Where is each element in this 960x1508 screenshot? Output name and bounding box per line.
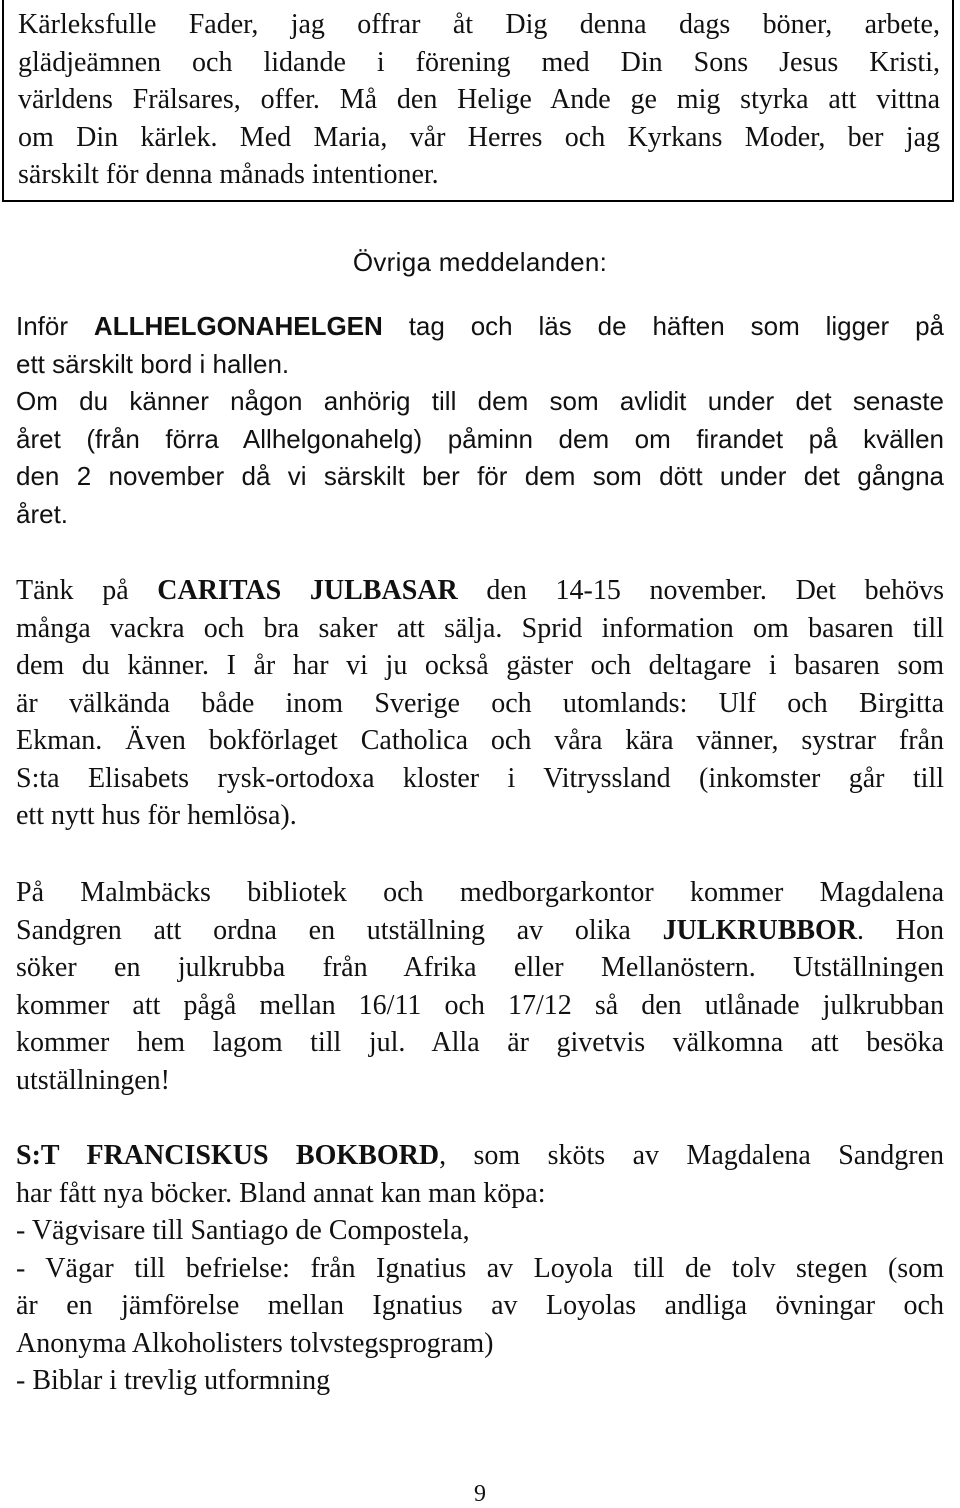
paragraph-line: söker en julkrubba från Afrika eller Mellanöstern. Utställningen (16, 952, 944, 983)
page-number: 9 (474, 1481, 486, 1507)
julkrubbor-paragraph (16, 874, 944, 1099)
allhelgona-paragraph (16, 308, 944, 383)
prayer-box (2, 0, 954, 202)
prayer-line: Kärleksfulle Fader, jag offrar åt Dig denna dags böner, arbete, (18, 9, 940, 40)
paragraph-line: Tänk på CARITAS JULBASAR den 14-15 november. Det behövs (16, 575, 944, 606)
paragraph-line: har fått nya böcker. Bland annat kan man köpa: (16, 1177, 546, 1209)
paragraph-line: året (från förra Allhelgonahelg) påminn dem om firandet på kvällen (16, 423, 944, 454)
paragraph-line: är välkända både inom Sverige och utomlands: Ulf och Birgitta (16, 687, 944, 719)
paragraph-line: ett särskilt bord i hallen. (16, 348, 290, 379)
paragraph-line: Om du känner någon anhörig till dem som avlidit under det senaste (16, 386, 944, 416)
list-item: - Vägvisare till Santiago de Compostela, (16, 1215, 470, 1246)
list-item: Anonyma Alkoholisters tolvstegsprogram) (16, 1327, 494, 1359)
paragraph-line: Ekman. Även bokförlaget Catholica och våra kära vänner, systrar från (16, 725, 944, 756)
paragraph-line: S:ta Elisabets rysk-ortodoxa kloster i Vitryssland (inkomster går till (16, 762, 944, 794)
paragraph-line: många vackra och bra saker att sälja. Sprid information om basaren till (16, 612, 944, 644)
prayer-line: särskilt för denna månads intentioner. (18, 159, 439, 190)
list-item: - Vägar till befrielse: från Ignatius av Loyola till de tolv stegen (som (16, 1252, 944, 1284)
paragraph-line: På Malmbäcks bibliotek och medborgarkontor kommer Magdalena (16, 877, 944, 908)
paragraph-line: året. (16, 498, 69, 529)
paragraph-line: den 2 november då vi särskilt ber för dem som dött under det gångna (16, 461, 944, 491)
paragraph-line: Sandgren att ordna en utställning av olika JULKRUBBOR. Hon (16, 914, 944, 946)
paragraph-line: Inför ALLHELGONAHELGEN tag och läs de häften som ligger på (16, 311, 945, 341)
prayer-line: glädjeämnen och lidande i förening med Din Sons Jesus Kristi, (18, 46, 940, 78)
anhorig-paragraph (16, 383, 944, 533)
paragraph-line: kommer hem lagom till jul. Alla är givetvis välkomna att besöka (16, 1027, 944, 1058)
list-item: - Biblar i trevlig utformning (16, 1365, 331, 1396)
caritas-paragraph (16, 572, 944, 835)
paragraph-line: ett nytt hus för hemlösa). (16, 800, 297, 831)
paragraph-line: kommer att pågå mellan 16/11 och 17/12 så den utlånade julkrubban (16, 989, 944, 1021)
section-heading: Övriga meddelanden: (352, 247, 608, 277)
paragraph-line: dem du känner. I år har vi ju också gäster och deltagare i basaren som (16, 650, 944, 681)
paragraph-line: utställningen! (16, 1064, 170, 1096)
prayer-line: världens Frälsares, offer. Må den Helige Ande ge mig styrka att vittna (18, 84, 940, 115)
paragraph-line: S:T FRANCISKUS BOKBORD, som sköts av Magdalena Sandgren (16, 1140, 944, 1171)
bokbord-paragraph (16, 1137, 944, 1400)
list-item: är en jämförelse mellan Ignatius av Loyolas andliga övningar och (16, 1290, 944, 1321)
prayer-line: om Din kärlek. Med Maria, vår Herres och Kyrkans Moder, ber jag (18, 121, 940, 153)
